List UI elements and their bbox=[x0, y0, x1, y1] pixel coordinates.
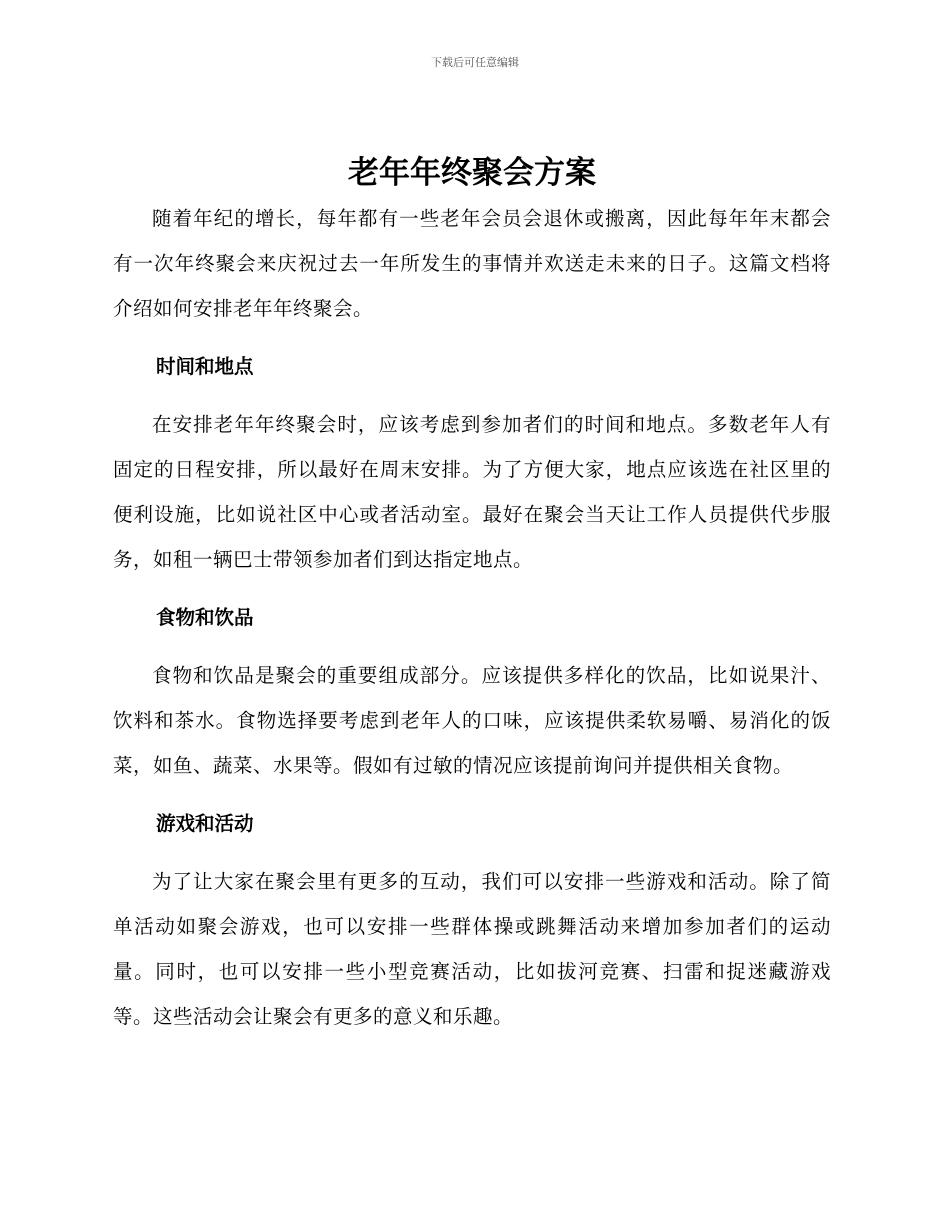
spacer bbox=[113, 788, 831, 801]
spacer bbox=[113, 331, 831, 344]
section-heading-games-activities: 游戏和活动 bbox=[156, 812, 254, 835]
document-body bbox=[113, 150, 831, 1039]
spacer bbox=[113, 846, 831, 859]
document-title: 老年年终聚会方案 bbox=[348, 155, 596, 191]
section-heading-food-drinks: 食物和饮品 bbox=[156, 606, 254, 629]
page-header-note: 下载后可任意编辑 bbox=[431, 56, 519, 69]
section-heading-time-location: 时间和地点 bbox=[156, 355, 254, 378]
section-body-food-drinks: 食物和饮品是聚会的重要组成部分。应该提供多样化的饮品，比如说果汁、饮料和茶水。食物选择要考虑到老年人的口味，应该提供柔软易嚼、易消化的饭菜，如鱼、蔬菜、水果等。假如有过敏的情况应该提前询问并提供相关食物。 bbox=[113, 664, 831, 777]
intro-paragraph: 随着年纪的增长，每年都有一些老年会员会退休或搬离，因此每年年末都会有一次年终聚会来庆祝过去一年所发生的事情并欢送走未来的日子。这篇文档将介绍如何安排老年年终聚会。 bbox=[113, 207, 831, 320]
spacer bbox=[113, 640, 831, 653]
spacer bbox=[113, 582, 831, 595]
section-body-games-activities: 为了让大家在聚会里有更多的互动，我们可以安排一些游戏和活动。除了简单活动如聚会游戏，也可以安排一些群体操或跳舞活动来增加参加者们的运动量。同时，也可以安排一些小型竞赛活动，比如拔河竞赛、扫雷和捉迷藏游戏等。这些活动会让聚会有更多的意义和乐趣。 bbox=[113, 870, 831, 1028]
section-body-time-location: 在安排老年年终聚会时，应该考虑到参加者们的时间和地点。多数老年人有固定的日程安排，所以最好在周末安排。为了方便大家，地点应该选在社区里的便利设施，比如说社区中心或者活动室。最好在聚会当天让工作人员提供代步服务，如租一辆巴士带领参加者们到达指定地点。 bbox=[113, 413, 831, 571]
spacer bbox=[113, 389, 831, 402]
